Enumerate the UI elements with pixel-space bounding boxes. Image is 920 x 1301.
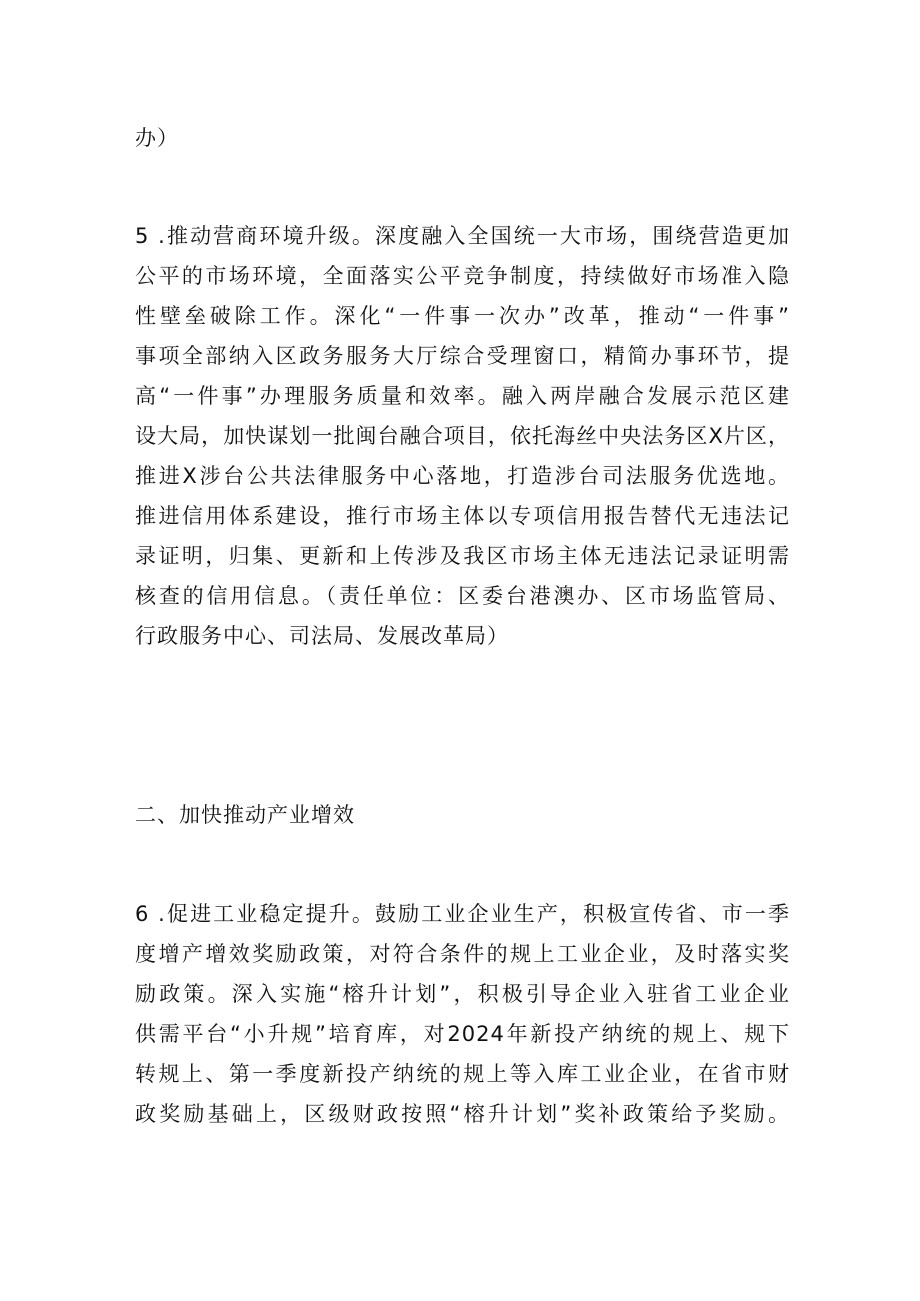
section-heading (135, 795, 790, 835)
paragraph-line: 设大局，加快谋划一批闽台融合项目，依托海丝中央法务区X片区， (135, 424, 790, 448)
carryover-paragraph (135, 118, 790, 158)
section-title: 二、加快推动产业增效 (135, 803, 355, 827)
paragraph-line: 公平的市场环境，全面落实公平竞争制度，持续做好市场准入隐 (135, 264, 790, 288)
item-6-paragraph (135, 894, 790, 1134)
paragraph-line: 录证明，归集、更新和上传涉及我区市场主体无违法记录证明需 (135, 544, 790, 568)
paragraph-line: 高“一件事”办理服务质量和效率。融入两岸融合发展示范区建 (135, 384, 790, 408)
paragraph-line: 办） (135, 126, 179, 150)
paragraph-line: 供需平台“小升规”培育库，对2024年新投产纳统的规上、规下 (135, 1022, 790, 1046)
paragraph-line: 推进信用体系建设，推行市场主体以专项信用报告替代无违法记 (135, 504, 790, 528)
paragraph-line: 转规上、第一季度新投产纳统的规上等入库工业企业，在省市财 (135, 1062, 790, 1086)
paragraph-line: 行政服务中心、司法局、发展改革局） (135, 624, 509, 648)
paragraph-line: 核查的信用信息。（责任单位：区委台港澳办、区市场监管局、 (135, 584, 790, 608)
paragraph-line: 度增产增效奖励政策，对符合条件的规上工业企业，及时落实奖 (135, 942, 790, 966)
paragraph-line: 5 .推动营商环境升级。深度融入全国统一大市场，围绕营造更加 (135, 224, 790, 248)
paragraph-line: 6 .促进工业稳定提升。鼓励工业企业生产，积极宣传省、市一季 (135, 902, 790, 926)
paragraph-line: 性壁垒破除工作。深化“一件事一次办”改革，推动“一件事” (135, 304, 790, 328)
paragraph-line: 励政策。深入实施“榕升计划”，积极引导企业入驻省工业企业 (135, 982, 790, 1006)
paragraph-line: 事项全部纳入区政务服务大厅综合受理窗口，精简办事环节，提 (135, 344, 790, 368)
paragraph-line: 推进X涉台公共法律服务中心落地，打造涉台司法服务优选地。 (135, 464, 790, 488)
paragraph-line: 政奖励基础上，区级财政按照“榕升计划”奖补政策给予奖励。 (135, 1102, 790, 1126)
item-5-paragraph (135, 216, 790, 656)
